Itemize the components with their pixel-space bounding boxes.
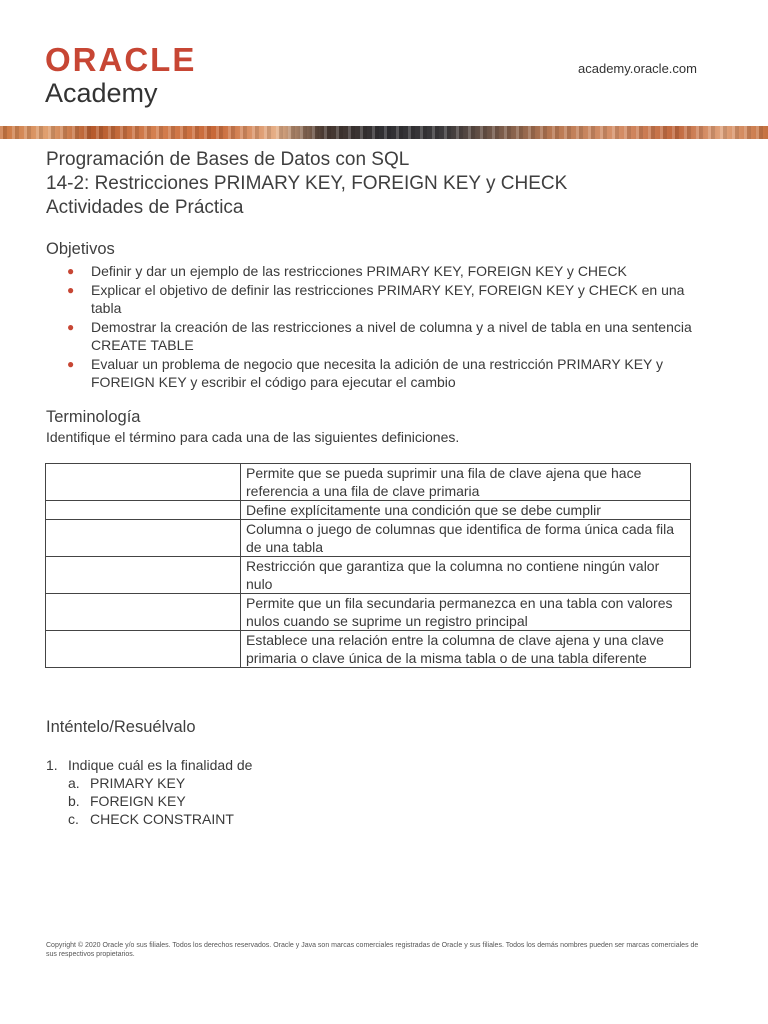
bullet-icon: ● bbox=[67, 283, 75, 297]
copyright-notice: Copyright © 2020 Oracle y/o sus filiales. Todos los derechos reservados. Oracle y Java son marcas comerciales registradas de Oracle y sus filiales. Todos los demás nombres pueden ser marcas comerciales de sus respectivos propietarios. bbox=[46, 942, 699, 958]
term-answer-cell[interactable] bbox=[46, 557, 241, 594]
subitem-letter: b. bbox=[68, 793, 80, 809]
definition-cell: Columna o juego de columnas que identifica de forma única cada fila de una tabla bbox=[241, 520, 691, 557]
bullet-icon: ● bbox=[67, 264, 75, 278]
definition-cell: Restricción que garantiza que la columna no contiene ningún valor nulo bbox=[241, 557, 691, 594]
table-row bbox=[46, 501, 691, 520]
lesson-title: 14-2: Restricciones PRIMARY KEY, FOREIGN KEY y CHECK bbox=[46, 173, 568, 194]
subitem-letter: a. bbox=[68, 775, 80, 791]
table-row bbox=[46, 557, 691, 594]
definition-cell: Define explícitamente una condición que se debe cumplir bbox=[241, 501, 691, 520]
question-subitem bbox=[68, 792, 252, 810]
definition-cell: Permite que un fila secundaria permanezca en una tabla con valores nulos cuando se suprime un registro principal bbox=[241, 594, 691, 631]
questions-list bbox=[46, 756, 252, 828]
subitem-text: CHECK CONSTRAINT bbox=[90, 811, 234, 827]
objective-text: Demostrar la creación de las restricciones a nivel de columna y a nivel de tabla en una sentencia CREATE TABLE bbox=[91, 319, 692, 353]
bullet-icon: ● bbox=[67, 357, 75, 371]
course-title: Programación de Bases de Datos con SQL bbox=[46, 149, 410, 170]
objective-item bbox=[46, 355, 716, 391]
definition-cell: Establece una relación entre la columna de clave ajena y una clave primaria o clave única de la misma tabla o de una tabla diferente bbox=[241, 631, 691, 668]
objective-item bbox=[46, 318, 716, 354]
document-titles bbox=[46, 148, 567, 220]
term-answer-cell[interactable] bbox=[46, 520, 241, 557]
objective-item bbox=[46, 262, 716, 280]
logo-sub: Academy bbox=[45, 78, 158, 108]
objective-text: Evaluar un problema de negocio que necesita la adición de una restricción PRIMARY KEY y FOREIGN KEY y escribir el código para ejecutar el cambio bbox=[91, 356, 664, 390]
logo-brand: ORACLE bbox=[45, 41, 197, 78]
term-answer-cell[interactable] bbox=[46, 594, 241, 631]
objective-text: Explicar el objetivo de definir las restricciones PRIMARY KEY, FOREIGN KEY y CHECK en una tabla bbox=[91, 282, 685, 316]
table-row bbox=[46, 631, 691, 668]
objectives-heading: Objetivos bbox=[46, 240, 115, 258]
decorative-banner bbox=[0, 126, 768, 139]
objectives-list bbox=[46, 262, 716, 392]
subitem-text: PRIMARY KEY bbox=[90, 775, 186, 791]
subitem-text: FOREIGN KEY bbox=[90, 793, 186, 809]
question-text: Indique cuál es la finalidad de bbox=[68, 757, 253, 773]
activity-title: Actividades de Práctica bbox=[46, 197, 244, 218]
terminology-table bbox=[45, 463, 691, 668]
objective-text: Definir y dar un ejemplo de las restricciones PRIMARY KEY, FOREIGN KEY y CHECK bbox=[91, 263, 627, 279]
try-it-heading: Inténtelo/Resuélvalo bbox=[46, 718, 196, 736]
table-row bbox=[46, 594, 691, 631]
terminology-instruction: Identifique el término para cada una de las siguientes definiciones. bbox=[46, 429, 460, 445]
subitem-letter: c. bbox=[68, 811, 79, 827]
definition-cell: Permite que se pueda suprimir una fila de clave ajena que hace referencia a una fila de clave primaria bbox=[241, 464, 691, 501]
term-answer-cell[interactable] bbox=[46, 631, 241, 668]
table-row bbox=[46, 520, 691, 557]
term-answer-cell[interactable] bbox=[46, 501, 241, 520]
question-item bbox=[46, 756, 252, 774]
terminology-heading: Terminología bbox=[46, 408, 141, 426]
oracle-academy-logo bbox=[45, 42, 196, 108]
question-number: 1. bbox=[46, 757, 58, 773]
question-subitem bbox=[68, 774, 252, 792]
table-row bbox=[46, 464, 691, 501]
question-subitem bbox=[68, 810, 252, 828]
bullet-icon: ● bbox=[67, 320, 75, 334]
term-answer-cell[interactable] bbox=[46, 464, 241, 501]
objective-item bbox=[46, 281, 716, 317]
site-url-link[interactable]: academy.oracle.com bbox=[578, 61, 697, 76]
